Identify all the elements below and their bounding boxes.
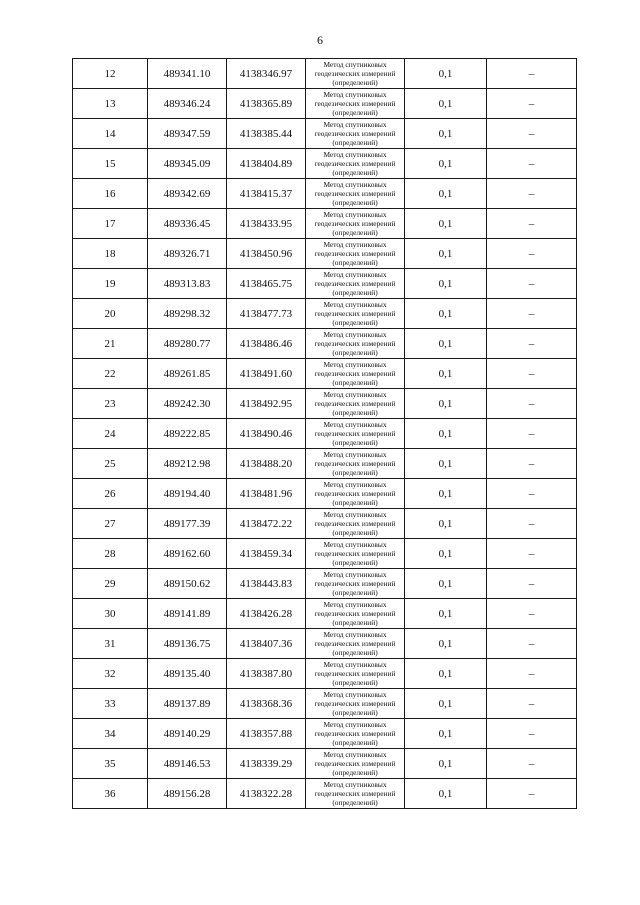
method-line: (определений) bbox=[332, 588, 378, 597]
note-cell: – bbox=[487, 779, 577, 809]
method-line: геодезических измерений bbox=[314, 99, 396, 108]
note-cell: – bbox=[487, 749, 577, 779]
method-cell bbox=[306, 719, 405, 749]
note-cell: – bbox=[487, 149, 577, 179]
table-row bbox=[73, 389, 577, 419]
method-line: Метод спутниковых bbox=[323, 450, 387, 459]
method-line: геодезических измерений bbox=[314, 459, 396, 468]
coordinates-table bbox=[72, 58, 577, 809]
point-number-cell: 28 bbox=[73, 539, 148, 569]
method-line: (определений) bbox=[332, 738, 378, 747]
point-number-cell: 36 bbox=[73, 779, 148, 809]
x-coordinate-cell: 489136.75 bbox=[148, 629, 227, 659]
note-cell: – bbox=[487, 539, 577, 569]
point-number-cell: 33 bbox=[73, 689, 148, 719]
y-coordinate-cell: 4138492.95 bbox=[227, 389, 306, 419]
point-number-cell: 18 bbox=[73, 239, 148, 269]
point-number-cell: 25 bbox=[73, 449, 148, 479]
note-cell: – bbox=[487, 59, 577, 89]
point-number-cell: 15 bbox=[73, 149, 148, 179]
y-coordinate-cell: 4138407.36 bbox=[227, 629, 306, 659]
point-number-cell: 26 bbox=[73, 479, 148, 509]
method-cell bbox=[306, 509, 405, 539]
x-coordinate-cell: 489347.59 bbox=[148, 119, 227, 149]
y-coordinate-cell: 4138404.89 bbox=[227, 149, 306, 179]
y-coordinate-cell: 4138339.29 bbox=[227, 749, 306, 779]
note-cell: – bbox=[487, 299, 577, 329]
method-line: геодезических измерений bbox=[314, 699, 396, 708]
note-cell: – bbox=[487, 659, 577, 689]
method-line: геодезических измерений bbox=[314, 669, 396, 678]
accuracy-cell: 0,1 bbox=[405, 539, 487, 569]
y-coordinate-cell: 4138450.96 bbox=[227, 239, 306, 269]
y-coordinate-cell: 4138346.97 bbox=[227, 59, 306, 89]
method-line: геодезических измерений bbox=[314, 729, 396, 738]
x-coordinate-cell: 489342.69 bbox=[148, 179, 227, 209]
method-line: геодезических измерений bbox=[314, 279, 396, 288]
method-line: (определений) bbox=[332, 768, 378, 777]
method-cell bbox=[306, 239, 405, 269]
method-cell bbox=[306, 479, 405, 509]
accuracy-cell: 0,1 bbox=[405, 269, 487, 299]
point-number-cell: 16 bbox=[73, 179, 148, 209]
table-row bbox=[73, 659, 577, 689]
method-cell bbox=[306, 299, 405, 329]
accuracy-cell: 0,1 bbox=[405, 449, 487, 479]
method-line: геодезических измерений bbox=[314, 309, 396, 318]
method-line: геодезических измерений bbox=[314, 249, 396, 258]
method-line: (определений) bbox=[332, 618, 378, 627]
method-line: (определений) bbox=[332, 558, 378, 567]
method-line: (определений) bbox=[332, 108, 378, 117]
method-line: Метод спутниковых bbox=[323, 420, 387, 429]
y-coordinate-cell: 4138387.80 bbox=[227, 659, 306, 689]
table-row bbox=[73, 539, 577, 569]
note-cell: – bbox=[487, 89, 577, 119]
accuracy-cell: 0,1 bbox=[405, 719, 487, 749]
point-number-cell: 13 bbox=[73, 89, 148, 119]
accuracy-cell: 0,1 bbox=[405, 239, 487, 269]
point-number-cell: 22 bbox=[73, 359, 148, 389]
method-line: Метод спутниковых bbox=[323, 480, 387, 489]
x-coordinate-cell: 489242.30 bbox=[148, 389, 227, 419]
method-cell bbox=[306, 389, 405, 419]
accuracy-cell: 0,1 bbox=[405, 749, 487, 779]
method-line: (определений) bbox=[332, 498, 378, 507]
method-cell bbox=[306, 569, 405, 599]
point-number-cell: 32 bbox=[73, 659, 148, 689]
x-coordinate-cell: 489298.32 bbox=[148, 299, 227, 329]
method-line: Метод спутниковых bbox=[323, 330, 387, 339]
method-cell bbox=[306, 779, 405, 809]
method-line: Метод спутниковых bbox=[323, 720, 387, 729]
method-line: геодезических измерений bbox=[314, 759, 396, 768]
accuracy-cell: 0,1 bbox=[405, 779, 487, 809]
method-line: Метод спутниковых bbox=[323, 240, 387, 249]
method-line: (определений) bbox=[332, 78, 378, 87]
x-coordinate-cell: 489341.10 bbox=[148, 59, 227, 89]
method-line: Метод спутниковых bbox=[323, 90, 387, 99]
table-row bbox=[73, 239, 577, 269]
method-line: Метод спутниковых bbox=[323, 120, 387, 129]
table-row bbox=[73, 269, 577, 299]
table-row bbox=[73, 359, 577, 389]
x-coordinate-cell: 489346.24 bbox=[148, 89, 227, 119]
method-line: геодезических измерений bbox=[314, 69, 396, 78]
method-line: геодезических измерений bbox=[314, 639, 396, 648]
y-coordinate-cell: 4138322.28 bbox=[227, 779, 306, 809]
method-line: (определений) bbox=[332, 198, 378, 207]
method-line: (определений) bbox=[332, 798, 378, 807]
method-cell bbox=[306, 449, 405, 479]
method-cell bbox=[306, 329, 405, 359]
method-line: (определений) bbox=[332, 168, 378, 177]
x-coordinate-cell: 489140.29 bbox=[148, 719, 227, 749]
method-cell bbox=[306, 599, 405, 629]
table-row bbox=[73, 449, 577, 479]
method-cell bbox=[306, 89, 405, 119]
point-number-cell: 29 bbox=[73, 569, 148, 599]
note-cell: – bbox=[487, 719, 577, 749]
table-row bbox=[73, 299, 577, 329]
x-coordinate-cell: 489336.45 bbox=[148, 209, 227, 239]
method-line: (определений) bbox=[332, 468, 378, 477]
method-line: Метод спутниковых bbox=[323, 180, 387, 189]
x-coordinate-cell: 489194.40 bbox=[148, 479, 227, 509]
accuracy-cell: 0,1 bbox=[405, 89, 487, 119]
y-coordinate-cell: 4138426.28 bbox=[227, 599, 306, 629]
note-cell: – bbox=[487, 119, 577, 149]
method-line: Метод спутниковых bbox=[323, 660, 387, 669]
y-coordinate-cell: 4138488.20 bbox=[227, 449, 306, 479]
method-line: Метод спутниковых bbox=[323, 630, 387, 639]
method-line: Метод спутниковых bbox=[323, 150, 387, 159]
y-coordinate-cell: 4138465.75 bbox=[227, 269, 306, 299]
accuracy-cell: 0,1 bbox=[405, 299, 487, 329]
point-number-cell: 17 bbox=[73, 209, 148, 239]
y-coordinate-cell: 4138443.83 bbox=[227, 569, 306, 599]
x-coordinate-cell: 489280.77 bbox=[148, 329, 227, 359]
method-line: геодезических измерений bbox=[314, 549, 396, 558]
method-line: геодезических измерений bbox=[314, 609, 396, 618]
y-coordinate-cell: 4138486.46 bbox=[227, 329, 306, 359]
method-line: геодезических измерений bbox=[314, 129, 396, 138]
method-line: геодезических измерений bbox=[314, 369, 396, 378]
note-cell: – bbox=[487, 329, 577, 359]
method-cell bbox=[306, 359, 405, 389]
point-number-cell: 35 bbox=[73, 749, 148, 779]
method-line: геодезических измерений bbox=[314, 219, 396, 228]
accuracy-cell: 0,1 bbox=[405, 599, 487, 629]
accuracy-cell: 0,1 bbox=[405, 119, 487, 149]
table-row bbox=[73, 419, 577, 449]
note-cell: – bbox=[487, 449, 577, 479]
method-line: (определений) bbox=[332, 648, 378, 657]
x-coordinate-cell: 489141.89 bbox=[148, 599, 227, 629]
method-line: Метод спутниковых bbox=[323, 510, 387, 519]
coordinates-table-body bbox=[73, 59, 577, 809]
y-coordinate-cell: 4138365.89 bbox=[227, 89, 306, 119]
method-line: (определений) bbox=[332, 678, 378, 687]
page-number: 6 bbox=[317, 33, 323, 47]
method-cell bbox=[306, 149, 405, 179]
method-line: геодезических измерений bbox=[314, 399, 396, 408]
accuracy-cell: 0,1 bbox=[405, 509, 487, 539]
note-cell: – bbox=[487, 599, 577, 629]
table-row bbox=[73, 119, 577, 149]
method-line: (определений) bbox=[332, 288, 378, 297]
method-line: (определений) bbox=[332, 408, 378, 417]
method-line: геодезических измерений bbox=[314, 579, 396, 588]
accuracy-cell: 0,1 bbox=[405, 689, 487, 719]
point-number-cell: 27 bbox=[73, 509, 148, 539]
point-number-cell: 23 bbox=[73, 389, 148, 419]
point-number-cell: 20 bbox=[73, 299, 148, 329]
method-cell bbox=[306, 209, 405, 239]
table-row bbox=[73, 569, 577, 599]
x-coordinate-cell: 489345.09 bbox=[148, 149, 227, 179]
x-coordinate-cell: 489212.98 bbox=[148, 449, 227, 479]
x-coordinate-cell: 489261.85 bbox=[148, 359, 227, 389]
table-row bbox=[73, 59, 577, 89]
method-line: геодезических измерений bbox=[314, 189, 396, 198]
method-line: (определений) bbox=[332, 258, 378, 267]
table-row bbox=[73, 509, 577, 539]
method-line: Метод спутниковых bbox=[323, 540, 387, 549]
accuracy-cell: 0,1 bbox=[405, 329, 487, 359]
x-coordinate-cell: 489326.71 bbox=[148, 239, 227, 269]
y-coordinate-cell: 4138490.46 bbox=[227, 419, 306, 449]
table-row bbox=[73, 779, 577, 809]
method-line: Метод спутниковых bbox=[323, 690, 387, 699]
x-coordinate-cell: 489137.89 bbox=[148, 689, 227, 719]
method-line: геодезических измерений bbox=[314, 519, 396, 528]
table-row bbox=[73, 629, 577, 659]
method-cell bbox=[306, 749, 405, 779]
point-number-cell: 30 bbox=[73, 599, 148, 629]
method-line: (определений) bbox=[332, 348, 378, 357]
y-coordinate-cell: 4138477.73 bbox=[227, 299, 306, 329]
note-cell: – bbox=[487, 179, 577, 209]
method-line: (определений) bbox=[332, 438, 378, 447]
table-row bbox=[73, 179, 577, 209]
method-cell bbox=[306, 629, 405, 659]
y-coordinate-cell: 4138459.34 bbox=[227, 539, 306, 569]
point-number-cell: 21 bbox=[73, 329, 148, 359]
note-cell: – bbox=[487, 479, 577, 509]
accuracy-cell: 0,1 bbox=[405, 209, 487, 239]
point-number-cell: 31 bbox=[73, 629, 148, 659]
method-cell bbox=[306, 659, 405, 689]
y-coordinate-cell: 4138433.95 bbox=[227, 209, 306, 239]
method-line: Метод спутниковых bbox=[323, 570, 387, 579]
method-line: (определений) bbox=[332, 528, 378, 537]
method-line: Метод спутниковых bbox=[323, 300, 387, 309]
method-line: геодезических измерений bbox=[314, 339, 396, 348]
y-coordinate-cell: 4138472.22 bbox=[227, 509, 306, 539]
y-coordinate-cell: 4138491.60 bbox=[227, 359, 306, 389]
point-number-cell: 14 bbox=[73, 119, 148, 149]
method-cell bbox=[306, 119, 405, 149]
method-line: геодезических измерений bbox=[314, 429, 396, 438]
method-line: Метод спутниковых bbox=[323, 390, 387, 399]
accuracy-cell: 0,1 bbox=[405, 629, 487, 659]
accuracy-cell: 0,1 bbox=[405, 59, 487, 89]
method-line: (определений) bbox=[332, 318, 378, 327]
accuracy-cell: 0,1 bbox=[405, 659, 487, 689]
method-line: Метод спутниковых bbox=[323, 270, 387, 279]
method-line: геодезических измерений bbox=[314, 159, 396, 168]
method-line: Метод спутниковых bbox=[323, 600, 387, 609]
table-row bbox=[73, 719, 577, 749]
table-row bbox=[73, 209, 577, 239]
accuracy-cell: 0,1 bbox=[405, 179, 487, 209]
method-line: геодезических измерений bbox=[314, 789, 396, 798]
method-line: (определений) bbox=[332, 138, 378, 147]
method-cell bbox=[306, 179, 405, 209]
table-row bbox=[73, 329, 577, 359]
note-cell: – bbox=[487, 419, 577, 449]
note-cell: – bbox=[487, 569, 577, 599]
x-coordinate-cell: 489146.53 bbox=[148, 749, 227, 779]
point-number-cell: 34 bbox=[73, 719, 148, 749]
note-cell: – bbox=[487, 629, 577, 659]
point-number-cell: 19 bbox=[73, 269, 148, 299]
y-coordinate-cell: 4138481.96 bbox=[227, 479, 306, 509]
y-coordinate-cell: 4138385.44 bbox=[227, 119, 306, 149]
table-row bbox=[73, 89, 577, 119]
x-coordinate-cell: 489135.40 bbox=[148, 659, 227, 689]
accuracy-cell: 0,1 bbox=[405, 149, 487, 179]
method-line: Метод спутниковых bbox=[323, 60, 387, 69]
y-coordinate-cell: 4138357.88 bbox=[227, 719, 306, 749]
table-row bbox=[73, 689, 577, 719]
accuracy-cell: 0,1 bbox=[405, 359, 487, 389]
note-cell: – bbox=[487, 239, 577, 269]
accuracy-cell: 0,1 bbox=[405, 479, 487, 509]
table-row bbox=[73, 149, 577, 179]
note-cell: – bbox=[487, 509, 577, 539]
point-number-cell: 24 bbox=[73, 419, 148, 449]
method-line: (определений) bbox=[332, 228, 378, 237]
method-cell bbox=[306, 539, 405, 569]
accuracy-cell: 0,1 bbox=[405, 389, 487, 419]
method-line: (определений) bbox=[332, 378, 378, 387]
table-row bbox=[73, 749, 577, 779]
method-line: геодезических измерений bbox=[314, 489, 396, 498]
note-cell: – bbox=[487, 359, 577, 389]
y-coordinate-cell: 4138368.36 bbox=[227, 689, 306, 719]
method-line: Метод спутниковых bbox=[323, 360, 387, 369]
point-number-cell: 12 bbox=[73, 59, 148, 89]
accuracy-cell: 0,1 bbox=[405, 419, 487, 449]
x-coordinate-cell: 489150.62 bbox=[148, 569, 227, 599]
x-coordinate-cell: 489177.39 bbox=[148, 509, 227, 539]
x-coordinate-cell: 489156.28 bbox=[148, 779, 227, 809]
x-coordinate-cell: 489313.83 bbox=[148, 269, 227, 299]
method-line: Метод спутниковых bbox=[323, 750, 387, 759]
table-row bbox=[73, 599, 577, 629]
method-line: Метод спутниковых bbox=[323, 780, 387, 789]
x-coordinate-cell: 489222.85 bbox=[148, 419, 227, 449]
accuracy-cell: 0,1 bbox=[405, 569, 487, 599]
method-line: (определений) bbox=[332, 708, 378, 717]
note-cell: – bbox=[487, 209, 577, 239]
note-cell: – bbox=[487, 269, 577, 299]
method-line: Метод спутниковых bbox=[323, 210, 387, 219]
note-cell: – bbox=[487, 389, 577, 419]
x-coordinate-cell: 489162.60 bbox=[148, 539, 227, 569]
y-coordinate-cell: 4138415.37 bbox=[227, 179, 306, 209]
note-cell: – bbox=[487, 689, 577, 719]
method-cell bbox=[306, 419, 405, 449]
method-cell bbox=[306, 59, 405, 89]
method-cell bbox=[306, 269, 405, 299]
table-row bbox=[73, 479, 577, 509]
method-cell bbox=[306, 689, 405, 719]
